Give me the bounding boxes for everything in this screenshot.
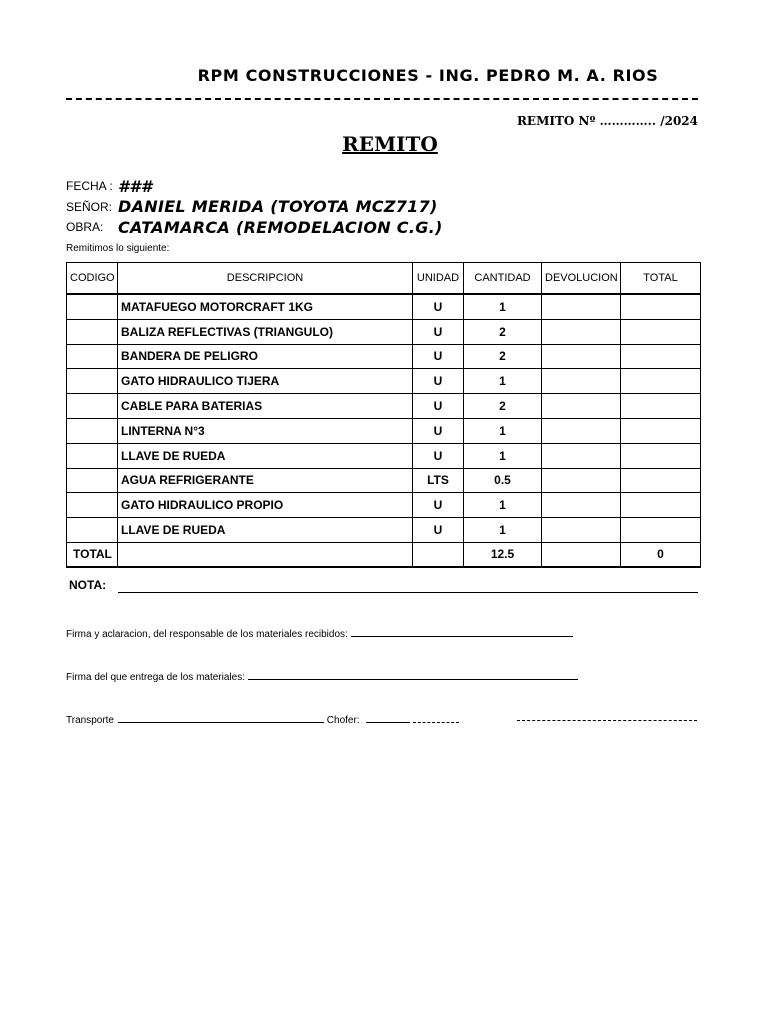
table-row — [67, 369, 701, 394]
signature-entrega — [66, 669, 578, 683]
table-row — [67, 319, 701, 344]
table-row — [67, 418, 701, 443]
cell-descripcion: GATO HIDRAULICO PROPIO — [118, 493, 413, 518]
cell-descripcion: MATAFUEGO MOTORCRAFT 1KG — [118, 294, 413, 319]
cell-codigo — [67, 294, 118, 319]
total-unidad-cell — [413, 542, 464, 567]
cell-codigo — [67, 518, 118, 543]
table-row — [67, 518, 701, 543]
cell-codigo — [67, 369, 118, 394]
cell-unidad: U — [413, 418, 464, 443]
items-table — [66, 262, 701, 568]
cell-devolucion — [542, 369, 621, 394]
cell-cantidad: 1 — [464, 443, 542, 468]
column-header-codigo: CODIGO — [67, 263, 118, 295]
cell-devolucion — [542, 518, 621, 543]
total-description-cell — [118, 542, 413, 567]
chofer-line-dashed — [413, 712, 459, 723]
cell-cantidad: 2 — [464, 319, 542, 344]
cell-descripcion: LLAVE DE RUEDA — [118, 443, 413, 468]
table-row — [67, 394, 701, 419]
cell-cantidad: 1 — [464, 418, 542, 443]
cell-total — [621, 518, 701, 543]
cell-total — [621, 493, 701, 518]
signature-entrega-label: Firma del que entrega de los materiales: — [66, 672, 245, 683]
cell-unidad: U — [413, 493, 464, 518]
header-divider — [66, 98, 698, 100]
signature-transporte — [66, 712, 459, 726]
table-header-row — [67, 263, 701, 295]
cell-total — [621, 344, 701, 369]
signature-responsable — [66, 626, 573, 640]
nota-line — [118, 592, 698, 593]
cell-total — [621, 294, 701, 319]
table-row — [67, 294, 701, 319]
table-row — [67, 493, 701, 518]
cell-cantidad: 2 — [464, 344, 542, 369]
cell-codigo — [67, 344, 118, 369]
column-header-total: TOTAL — [621, 263, 701, 295]
cell-descripcion: BALIZA REFLECTIVAS (TRIANGULO) — [118, 319, 413, 344]
total-devolucion-cell — [542, 542, 621, 567]
cell-unidad: U — [413, 443, 464, 468]
cell-descripcion: CABLE PARA BATERIAS — [118, 394, 413, 419]
cell-unidad: U — [413, 369, 464, 394]
cell-cantidad: 1 — [464, 493, 542, 518]
cell-total — [621, 443, 701, 468]
cell-codigo — [67, 418, 118, 443]
cell-descripcion: GATO HIDRAULICO TIJERA — [118, 369, 413, 394]
cell-cantidad: 1 — [464, 294, 542, 319]
cell-devolucion — [542, 344, 621, 369]
cell-cantidad: 1 — [464, 369, 542, 394]
cell-devolucion — [542, 394, 621, 419]
nota-label: NOTA: — [69, 578, 107, 592]
cell-codigo — [67, 493, 118, 518]
cell-devolucion — [542, 294, 621, 319]
cell-unidad: U — [413, 394, 464, 419]
company-name: RPM CONSTRUCCIONES - ING. PEDRO M. A. RIOS — [197, 66, 659, 85]
cell-codigo — [67, 468, 118, 493]
cell-total — [621, 369, 701, 394]
cell-total — [621, 394, 701, 419]
cell-descripcion: AGUA REFRIGERANTE — [118, 468, 413, 493]
column-header-unidad: UNIDAD — [413, 263, 464, 295]
fecha-label: FECHA : — [66, 179, 113, 193]
cell-devolucion — [542, 493, 621, 518]
cell-unidad: U — [413, 344, 464, 369]
cell-unidad: LTS — [413, 468, 464, 493]
intro-text: Remitimos lo siguiente: — [66, 243, 170, 254]
cell-cantidad: 0.5 — [464, 468, 542, 493]
remito-number: REMITO Nº ………….. /2024 — [516, 114, 698, 128]
cell-unidad: U — [413, 518, 464, 543]
cell-devolucion — [542, 418, 621, 443]
cell-unidad: U — [413, 294, 464, 319]
signature-responsable-line — [351, 626, 573, 637]
cell-devolucion — [542, 443, 621, 468]
cell-codigo — [67, 394, 118, 419]
senor-value: DANIEL MERIDA (TOYOTA MCZ717) — [118, 197, 438, 216]
table-row — [67, 344, 701, 369]
total-total: 0 — [621, 542, 701, 567]
chofer-label: Chofer: — [326, 715, 360, 726]
cell-descripcion: LINTERNA N°3 — [118, 418, 413, 443]
obra-label: OBRA: — [66, 220, 104, 234]
chofer-line — [366, 712, 410, 723]
cell-descripcion: BANDERA DE PELIGRO — [118, 344, 413, 369]
cell-cantidad: 2 — [464, 394, 542, 419]
table-row — [67, 443, 701, 468]
cell-total — [621, 418, 701, 443]
cell-devolucion — [542, 468, 621, 493]
extra-signature-line — [517, 720, 697, 721]
senor-label: SEÑOR: — [66, 200, 113, 214]
table-row — [67, 468, 701, 493]
cell-codigo — [67, 319, 118, 344]
column-header-devolucion: DEVOLUCION — [542, 263, 621, 295]
cell-total — [621, 468, 701, 493]
fecha-value: ### — [118, 177, 153, 196]
transporte-line — [118, 712, 324, 723]
total-row — [67, 542, 701, 567]
signature-responsable-label: Firma y aclaracion, del responsable de los materiales recibidos: — [66, 629, 348, 640]
signature-entrega-line — [248, 669, 578, 680]
transporte-label: Transporte — [66, 715, 114, 726]
cell-total — [621, 319, 701, 344]
column-header-descripcion: DESCRIPCION — [118, 263, 413, 295]
total-label: TOTAL — [67, 542, 118, 567]
cell-devolucion — [542, 319, 621, 344]
cell-unidad: U — [413, 319, 464, 344]
cell-codigo — [67, 443, 118, 468]
total-cantidad: 12.5 — [464, 542, 542, 567]
cell-cantidad: 1 — [464, 518, 542, 543]
document-title: REMITO — [342, 132, 438, 156]
cell-descripcion: LLAVE DE RUEDA — [118, 518, 413, 543]
column-header-cantidad: CANTIDAD — [464, 263, 542, 295]
obra-value: CATAMARCA (REMODELACION C.G.) — [118, 218, 443, 237]
